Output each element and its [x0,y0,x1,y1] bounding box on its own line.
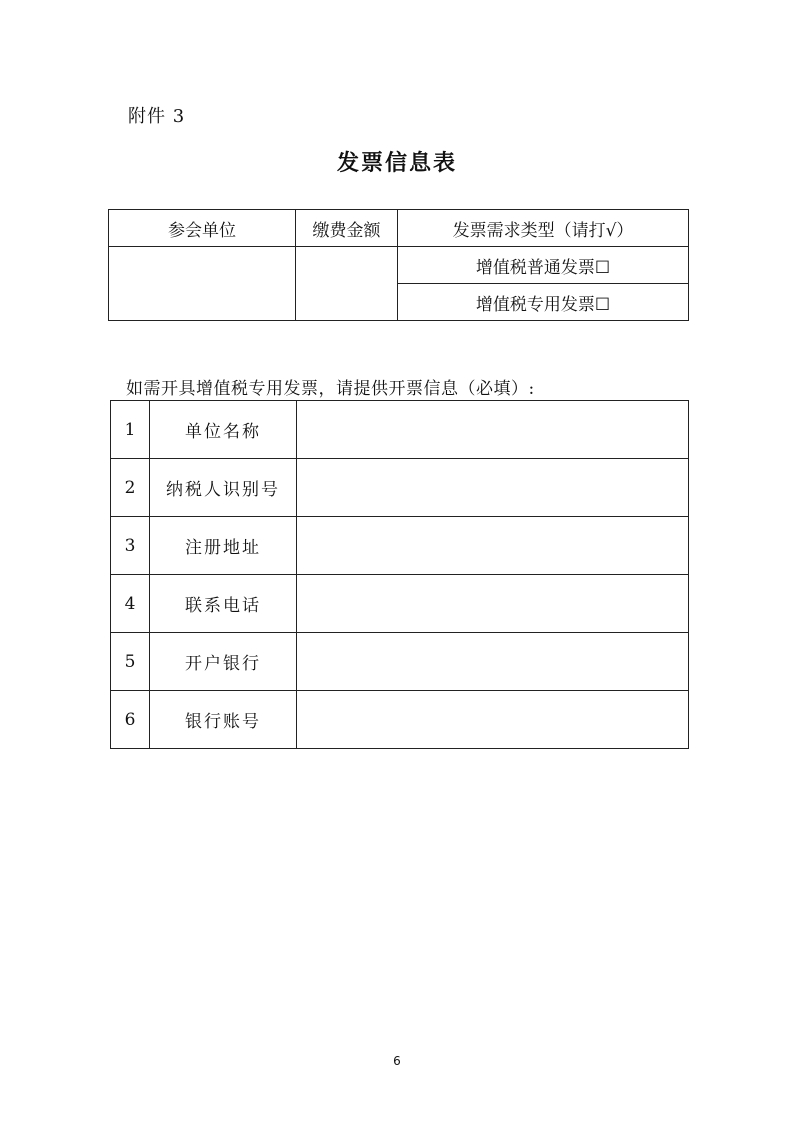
row-value-cell[interactable] [297,517,689,575]
row-number: 1 [111,401,150,459]
instruction-note: 如需开具增值税专用发票，请提供开票信息（必填）: [126,379,535,399]
row-label: 银行账号 [150,691,297,749]
table-row [111,401,689,459]
option-special-invoice[interactable]: 增值税专用发票☐ [398,284,689,321]
header-amount: 缴费金额 [296,210,398,247]
row-value-cell[interactable] [297,459,689,517]
page-title: 发票信息表 [336,150,457,176]
row-label: 单位名称 [150,401,297,459]
table-row [111,459,689,517]
header-unit: 参会单位 [109,210,296,247]
row-value-cell[interactable] [297,691,689,749]
row-value-cell[interactable] [297,575,689,633]
unit-cell[interactable] [109,247,296,321]
option-general-invoice[interactable]: 增值税普通发票☐ [398,247,689,284]
table-row [111,691,689,749]
attachment-label: 附件 3 [128,106,186,127]
row-value-cell[interactable] [297,633,689,691]
row-number: 4 [111,575,150,633]
row-value-cell[interactable] [297,401,689,459]
table-row [111,575,689,633]
row-number: 5 [111,633,150,691]
row-number: 3 [111,517,150,575]
row-label: 联系电话 [150,575,297,633]
page-number: 6 [393,1054,401,1068]
row-number: 2 [111,459,150,517]
amount-cell[interactable] [296,247,398,321]
table-row [111,633,689,691]
row-label: 开户银行 [150,633,297,691]
row-label: 纳税人识别号 [150,459,297,517]
row-label: 注册地址 [150,517,297,575]
row-number: 6 [111,691,150,749]
header-invoice-type: 发票需求类型（请打√） [398,210,689,247]
invoice-type-table [108,209,689,321]
table-row [111,517,689,575]
billing-info-table [110,400,689,749]
